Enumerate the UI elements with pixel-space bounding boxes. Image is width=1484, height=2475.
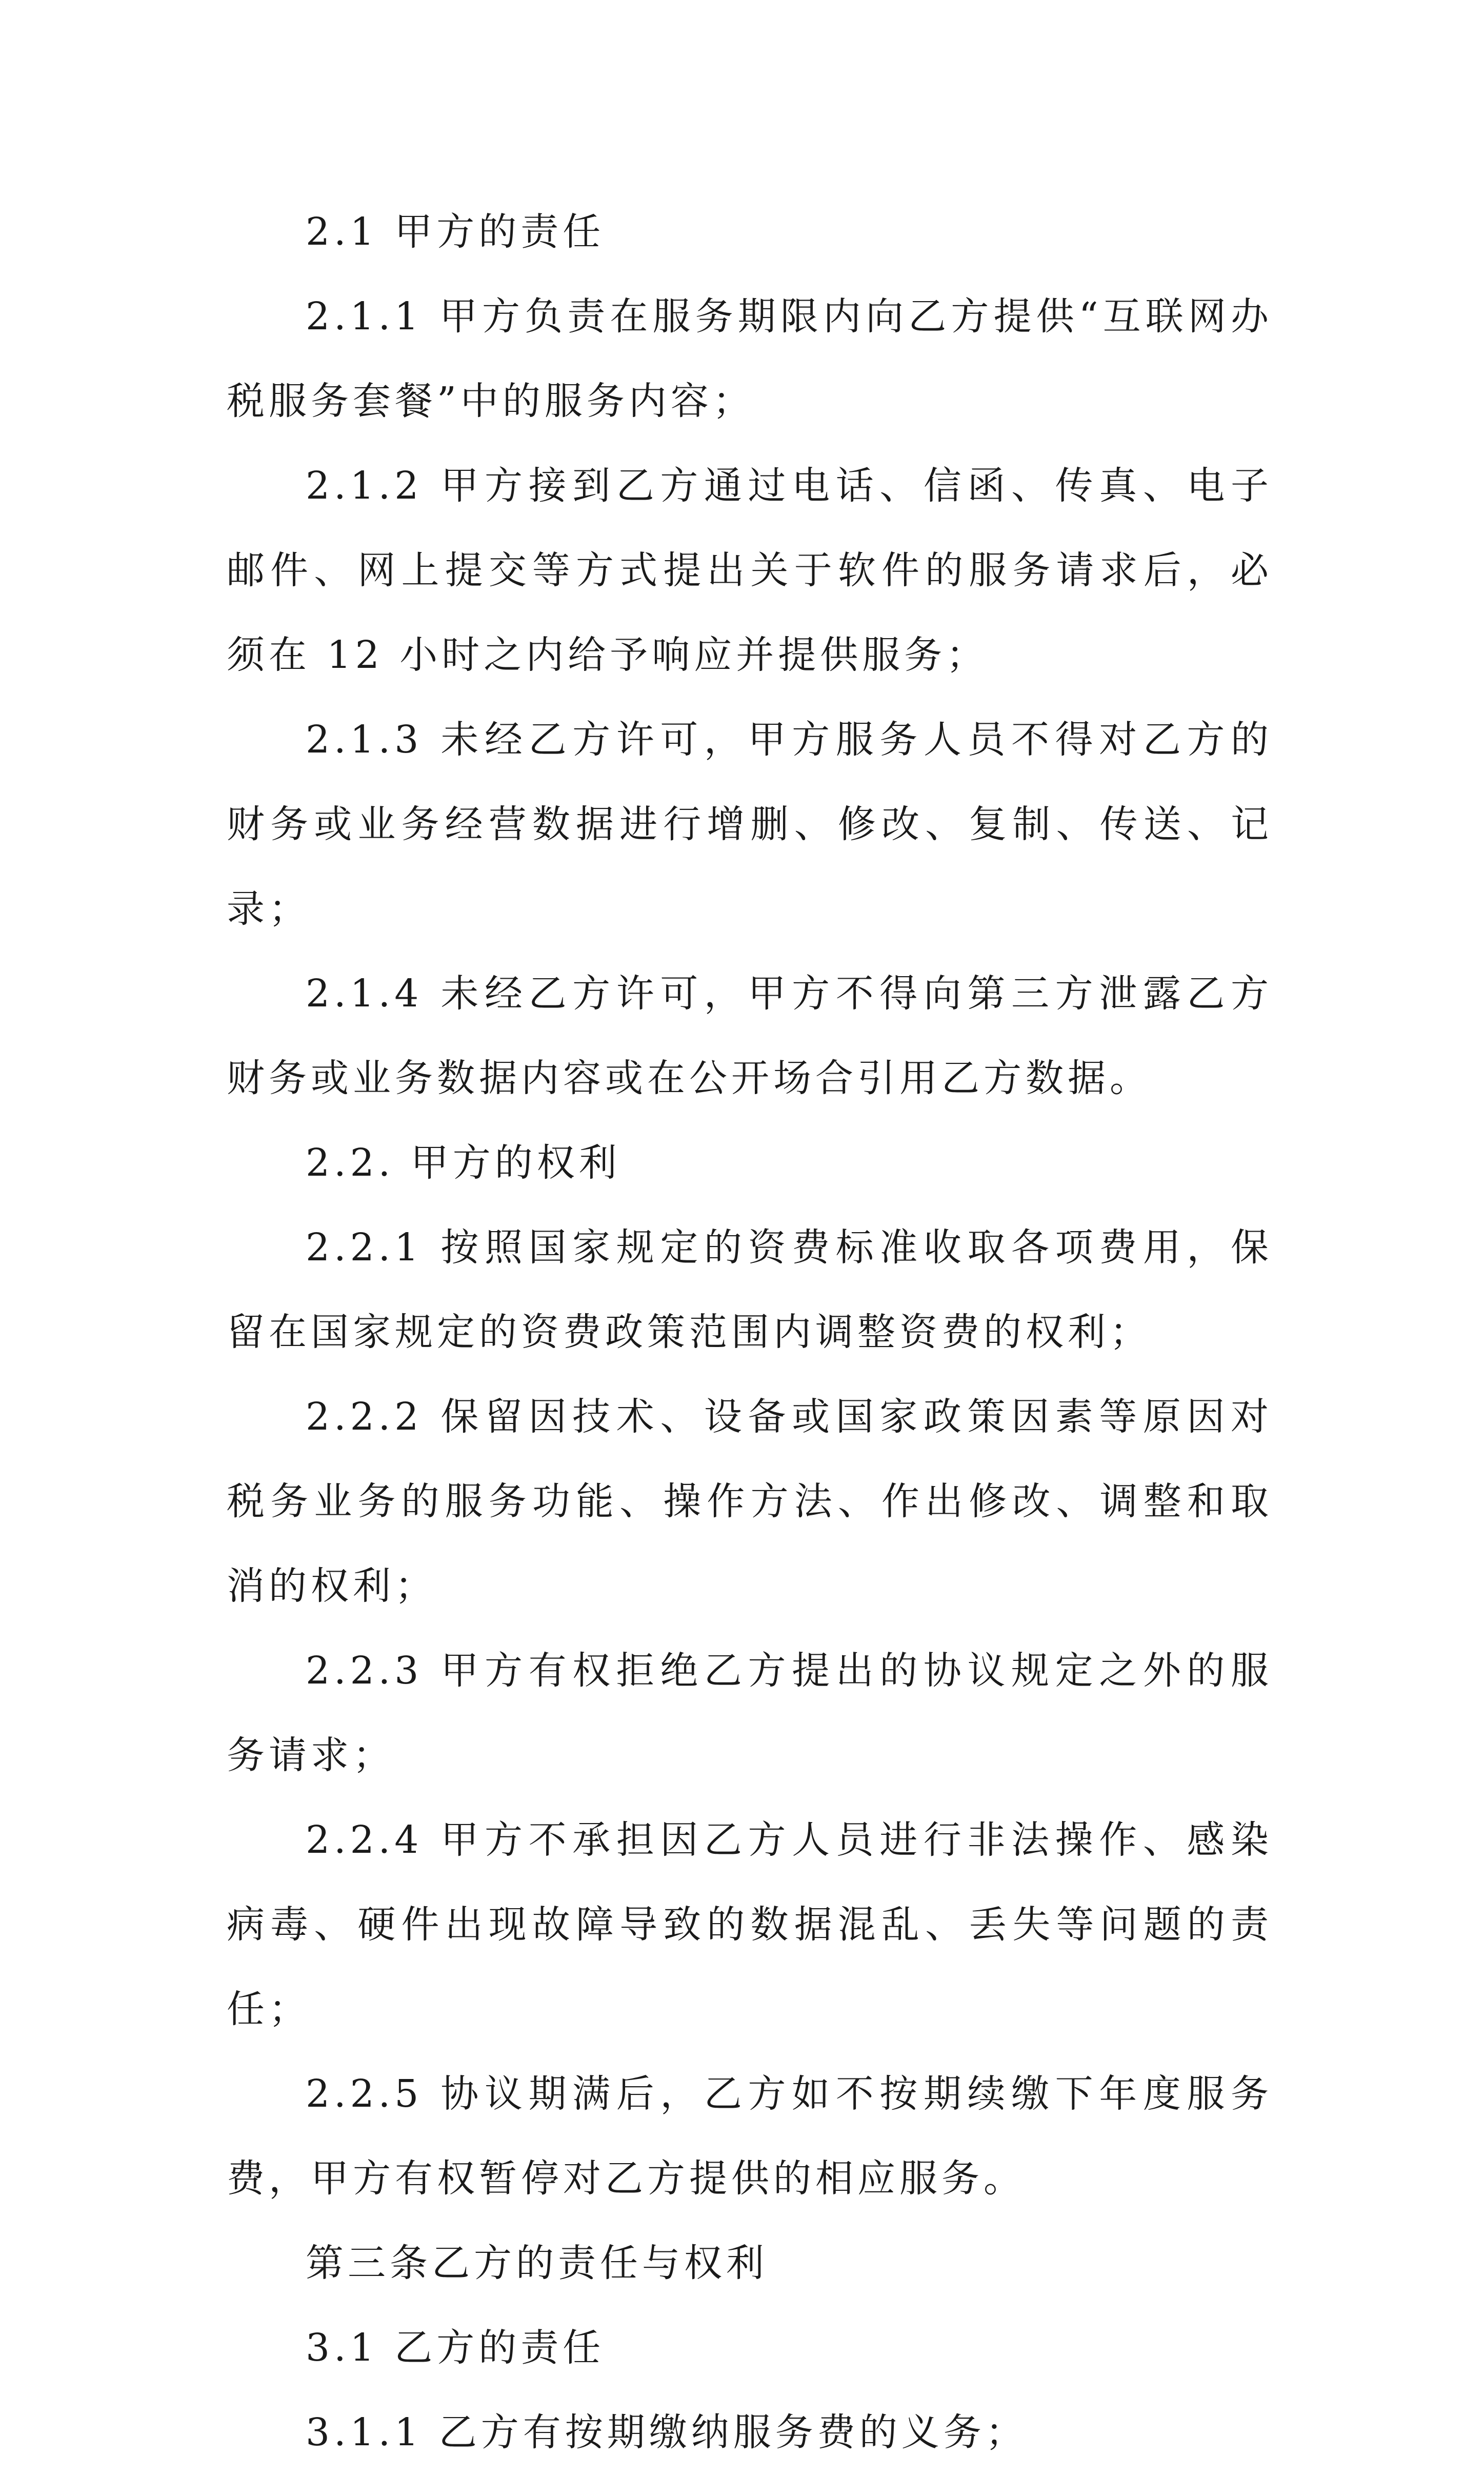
heading-2-2: 2.2. 甲方的权利 bbox=[306, 1141, 621, 1185]
article-3-heading: 第三条乙方的责任与权利 bbox=[306, 2241, 768, 2285]
clause-2-1-2: 2.1.2 甲方接到乙方通过电话、信函、传真、电子邮件、网上提交等方式提出关于软件的服务请求后，必须在 12 小时之内给予响应并提供服务； bbox=[227, 464, 1273, 677]
document-body bbox=[227, 190, 1273, 2475]
clause-2-1-3: 2.1.3 未经乙方许可，甲方服务人员不得对乙方的财务或业务经营数据进行增删、修改、复制、传送、记录； bbox=[227, 718, 1273, 931]
clause-3-1-1: 3.1.1 乙方有按期缴纳服务费的义务； bbox=[306, 2410, 1028, 2454]
clause-2-2-1: 2.2.1 按照国家规定的资费标准收取各项费用，保留在国家规定的资费政策范围内调整资费的权利； bbox=[227, 1225, 1273, 1354]
heading-2-1: 2.1 甲方的责任 bbox=[306, 210, 605, 254]
clause-2-2-4: 2.2.4 甲方不承担因乙方人员进行非法操作、感染病毒、硬件出现故障导致的数据混乱、丢失等问题的责任； bbox=[227, 1818, 1273, 2031]
heading-3-1: 3.1 乙方的责任 bbox=[306, 2326, 605, 2370]
clause-2-1-4: 2.1.4 未经乙方许可，甲方不得向第三方泄露乙方财务或业务数据内容或在公开场合引用乙方数据。 bbox=[227, 972, 1273, 1100]
clause-2-2-2: 2.2.2 保留因技术、设备或国家政策因素等原因对税务业务的服务功能、操作方法、作出修改、调整和取消的权利； bbox=[227, 1395, 1273, 1608]
clause-2-2-5: 2.2.5 协议期满后，乙方如不按期续缴下年度服务费，甲方有权暂停对乙方提供的相应服务。 bbox=[227, 2072, 1273, 2201]
clause-2-2-3: 2.2.3 甲方有权拒绝乙方提出的协议规定之外的服务请求； bbox=[227, 1649, 1273, 1777]
clause-2-1-1: 2.1.1 甲方负责在服务期限内向乙方提供“互联网办税服务套餐”中的服务内容； bbox=[227, 294, 1273, 423]
